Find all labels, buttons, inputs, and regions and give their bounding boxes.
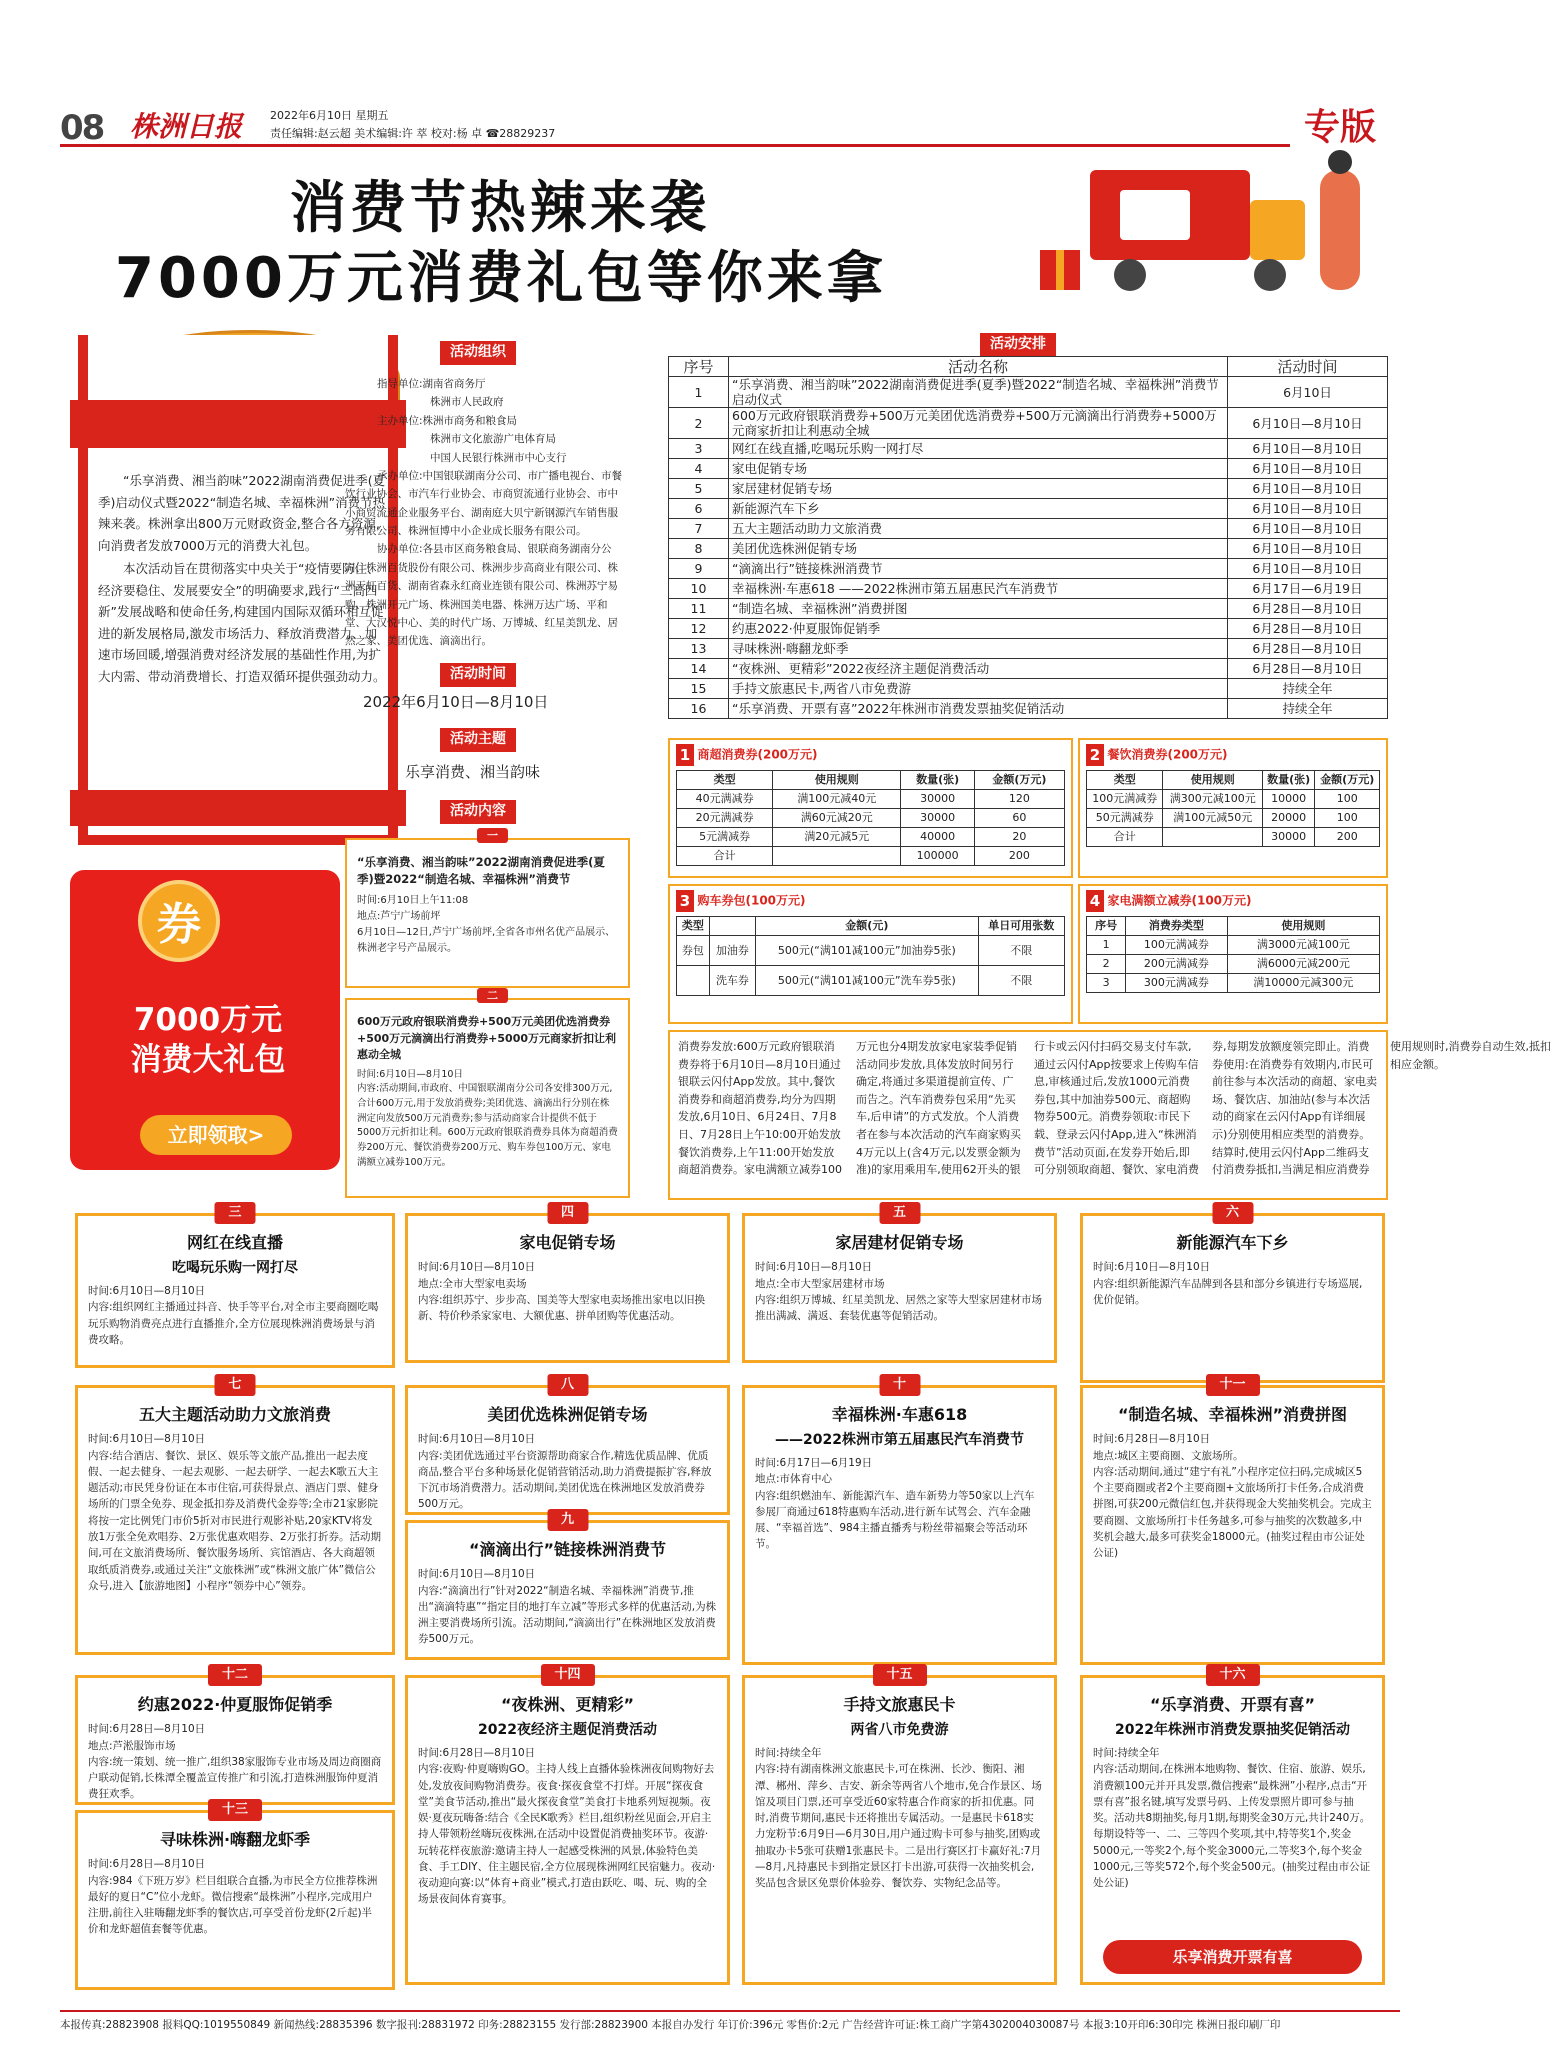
coupon-table-cell: 满3000元减100元 xyxy=(1227,936,1379,955)
panel-title: 购车券包(100万元) xyxy=(697,893,806,908)
truck-shopping-illustration xyxy=(1030,150,1390,330)
coupon-table-row xyxy=(1087,790,1380,809)
activity-card-body: 时间:持续全年 内容:活动期间,在株洲本地购物、餐饮、住宿、旅游、娱乐,消费额100元并开具发票,微信搜索“最株洲”小程序,点击“开票有喜”报名键,填写发票号码、上传发票照片即可参与抽奖。活动共8期抽奖,每月1期,每期奖金30万元,共计240万。每期设特等一、二、三等四个奖项,其中,特等奖1个,奖金5000元,一等奖2个,每个奖金3000元,二等奖3个,每个奖金1000元,三等奖572个,每个奖金500元。(抽奖过程由市公证处公证) xyxy=(1093,1746,1371,1890)
org-label-wrap xyxy=(440,341,516,365)
activity-card-num: 十五 xyxy=(872,1664,926,1686)
content-card-num: 一 xyxy=(477,828,508,843)
activity-card-title: 五大主题活动助力文旅消费 xyxy=(138,1405,331,1424)
theme-label: 活动主题 xyxy=(440,728,516,752)
coupon-table-cell: 300元满减券 xyxy=(1126,974,1228,993)
schedule-cell: 6月28日—8月10日 xyxy=(1228,639,1388,659)
coupon-table-cell: 满100元减50元 xyxy=(1163,809,1262,828)
coupon-table-header: 使用规则 xyxy=(1163,771,1262,790)
coupon-title xyxy=(98,1000,318,1081)
activity-card-subtitle: 2022年株洲市消费发票抽奖促销活动 xyxy=(1115,1722,1350,1739)
activity-card xyxy=(75,1667,395,1805)
schedule-cell: 4 xyxy=(669,459,729,479)
activity-card-body: 时间:6月10日—8月10日 内容:“滴滴出行”针对2022“制造名城、幸福株洲”消费节,推出“滴滴特惠”“指定目的地打车立减”等形式多样的优惠活动,为株洲主要消费场所引流。活动期间,“滴滴出行”在株洲地区发放消费券500万元。 xyxy=(418,1568,717,1646)
coupon-table-cell: 20元满减券 xyxy=(677,809,773,828)
coupon-table-cell: 满300元减100元 xyxy=(1163,790,1262,809)
content-card-1 xyxy=(345,829,630,988)
schedule-row xyxy=(669,579,1388,599)
activity-card-num: 十四 xyxy=(540,1664,594,1686)
coupon-table-cell: 60 xyxy=(974,809,1064,828)
activity-card xyxy=(1080,1667,1385,1985)
schedule-cell: 9 xyxy=(669,559,729,579)
coupon-table-cell: 满20元减5元 xyxy=(773,828,901,847)
coupon-table-header-row xyxy=(677,771,1065,790)
coupon-table-row xyxy=(1087,955,1380,974)
schedule-cell: 6月10日—8月10日 xyxy=(1228,519,1388,539)
activity-card xyxy=(742,1377,1057,1665)
coupon-table-header-row xyxy=(677,917,1065,936)
schedule-cell: 持续全年 xyxy=(1228,679,1388,699)
schedule-row xyxy=(669,439,1388,459)
paper-name: 株洲日报 xyxy=(130,110,243,143)
coupon-table-cell: 2 xyxy=(1087,955,1126,974)
page-number: 08 xyxy=(60,108,104,148)
coupon-table-cell: 5元满减券 xyxy=(677,828,773,847)
coupon-table-row xyxy=(677,828,1065,847)
section-tag: 专版 xyxy=(1290,103,1390,147)
org-undertake: 承办单位:中国银联湖南分公司、市广播电视台、市餐饮行业协会、市汽车行业协会、市商贸流通行业协会、市中小商贸流通企业服务平台、湖南庭大贝宁新钢源汽车销售服务有限公司、株洲恒博中小企业成长服务有限公司。 xyxy=(345,469,623,537)
coupon-table-cell: 200 xyxy=(1315,828,1380,847)
coupon-table-header-row xyxy=(1087,917,1380,936)
coupon-table-cell: 3 xyxy=(1087,974,1126,993)
intro-text xyxy=(98,470,386,689)
activity-card-subtitle: ——2022株洲市第五届惠民汽车消费节 xyxy=(775,1432,1024,1449)
org-guide2: 株洲市人民政府 xyxy=(430,396,504,409)
content-card-title: 600万元政府银联消费券+500万元美团优选消费券+500万元滴滴出行消费券+5000万元商家折扣让利惠动全城 xyxy=(357,1015,617,1061)
schedule-row xyxy=(669,479,1388,499)
coupon-table-header: 金额(万元) xyxy=(1315,771,1380,790)
schedule-cell: 新能源汽车下乡 xyxy=(729,499,1228,519)
schedule-cell: 6月10日—8月10日 xyxy=(1228,479,1388,499)
coupon-table-row xyxy=(1087,974,1380,993)
intro-paragraph: 本次活动旨在贯彻落实中央关于“疫情要防住、经济要稳住、发展要安全”的明确要求,践行“三高四新”发展战略和使命任务,构建国内国际双循环相互促进的新发展格局,激发市场活力、释放消费潜力、加速市场回暖,增强消费对经济发展的基础性作用,为扩大内需、带动消费增长、打造双循环提供强劲动力。 xyxy=(98,561,386,684)
schedule-cell: 幸福株洲·车惠618 ——2022株洲市第五届惠民汽车消费节 xyxy=(729,579,1228,599)
panel-title: 商超消费券(200万元) xyxy=(697,747,818,762)
schedule-row xyxy=(669,639,1388,659)
schedule-cell: 6月10日—8月10日 xyxy=(1228,408,1388,439)
activity-card-title: “滴滴出行”链接株洲消费节 xyxy=(468,1540,667,1559)
schedule-cell: 3 xyxy=(669,439,729,459)
claim-button[interactable]: 立即领取> xyxy=(140,1115,292,1155)
activity-card-body: 时间:6月28日—8月10日 地点:城区主要商圈、文旅场所。 内容:活动期间,通过“建宁有礼”小程序定位扫码,完成城区5个主要商圈或者2个主要商圈+文旅场所打卡任务,合成消费拼图,可获200元微信红包,并获得现金大奖抽奖机会。完成主要商圈、文旅场所打卡任务越多,可参与抽奖的次数越多,中奖机会越大,最多可获奖金18000元。(抽奖过程由市公证处公证) xyxy=(1093,1433,1372,1560)
activity-card-title: “乐享消费、开票有喜” xyxy=(1149,1695,1316,1714)
activity-card-num: 五 xyxy=(879,1202,920,1224)
activity-card-num: 十二 xyxy=(208,1664,262,1686)
coupon-table-cell: 加油券 xyxy=(709,936,755,966)
editors-line: 责任编辑:赵云超 美术编辑:许 萃 校对:杨 卓 ☎28829237 xyxy=(270,127,556,140)
schedule-cell: 6月28日—8月10日 xyxy=(1228,659,1388,679)
headline-line1: 消费节热辣来袭 xyxy=(290,176,710,241)
activity-card xyxy=(405,1377,730,1515)
coupon-table-1 xyxy=(668,738,1073,878)
schedule-cell: “滴滴出行”链接株洲消费节 xyxy=(729,559,1228,579)
coupon-table-row xyxy=(1087,936,1380,955)
schedule-row xyxy=(669,459,1388,479)
coupon-table-header-row xyxy=(1087,771,1380,790)
intro-paragraph: “乐享消费、湘当韵味”2022湖南消费促进季(夏季)启动仪式暨2022“制造名城、幸福株洲”消费节热辣来袭。株洲拿出800万元财政资金,整合各方资源,向消费者发放7000万元的消费大礼包。 xyxy=(98,473,386,553)
coupon-table-cell: 100元满减券 xyxy=(1126,936,1228,955)
content-label: 活动内容 xyxy=(440,800,516,824)
schedule-cell: 家电促销专场 xyxy=(729,459,1228,479)
activity-card xyxy=(1080,1377,1385,1665)
coupon-table-row xyxy=(677,936,1065,966)
schedule-cell: 持续全年 xyxy=(1228,699,1388,719)
coupon-table-cell: 满6000元减200元 xyxy=(1227,955,1379,974)
schedule-cell: 8 xyxy=(669,539,729,559)
coupon-table-cell: 100 xyxy=(1315,790,1380,809)
content-card-body: 时间:6月10日—8月10日 内容:活动期间,市政府、中国银联湖南分公司各安排300万元,合计600万元,用于发放消费券;美团优选、滴滴出行分别在株洲定向发放500万元消费券;参与活动商家合计提供不低于5000万元折扣让利。600万元政府银联消费券具体为商超消费券200万元、餐饮消费券200万元、购车券包100万元、家电满额立减券100万元。 xyxy=(357,1068,618,1168)
content-card-body: 时间:6月10日上午11:08 地点:芦宁广场前坪 6月10日—12日,芦宁广场前坪,全省各市州名优产品展示、株洲老字号产品展示。 xyxy=(357,894,616,954)
coupon-table-cell: 券包 xyxy=(677,936,710,966)
activity-card-num: 六 xyxy=(1212,1202,1253,1224)
schedule-cell: 6月10日—8月10日 xyxy=(1228,439,1388,459)
panel-title: 家电满额立减券(100万元) xyxy=(1107,893,1252,908)
activity-card-title: 寻味株洲·嗨翻龙虾季 xyxy=(159,1830,311,1849)
schedule-cell: 13 xyxy=(669,639,729,659)
schedule-row xyxy=(669,619,1388,639)
coupon-table-header: 类型 xyxy=(677,771,773,790)
coupon-table-cell: 20000 xyxy=(1262,809,1315,828)
schedule-header: 序号 xyxy=(669,357,729,377)
activity-card xyxy=(405,1205,730,1363)
schedule-cell: 寻味株洲·嗨翻龙虾季 xyxy=(729,639,1228,659)
time-label: 活动时间 xyxy=(440,663,516,687)
coupon-table-header: 数量(张) xyxy=(1262,771,1315,790)
schedule-cell: 手持文旅惠民卡,两省八市免费游 xyxy=(729,679,1228,699)
coupon-table-cell: 500元(“满101减100元”洗车券5张) xyxy=(756,966,979,996)
activity-card-num: 十 xyxy=(879,1374,920,1396)
schedule-cell: 6月28日—8月10日 xyxy=(1228,619,1388,639)
activity-card-title: 家电促销专场 xyxy=(519,1233,616,1252)
coupon-table-header: 类型 xyxy=(677,917,710,936)
coupon-table-cell: 100000 xyxy=(901,847,974,866)
schedule-cell: 14 xyxy=(669,659,729,679)
invoice-banner: 乐享消费开票有喜 xyxy=(1103,1940,1362,1974)
activity-card-body: 时间:6月10日—8月10日 地点:全市大型家居建材市场 内容:组织万博城、红星美凯龙、居然之家等大型家居建材市场推出满减、满返、套装优惠等促销活动。 xyxy=(755,1261,1043,1323)
activity-card-body: 时间:6月10日—8月10日 内容:组织网红主播通过抖音、快手等平台,对全市主要商圈吃喝玩乐购物消费亮点进行直播推介,全方位展现株洲消费场景与消费攻略。 xyxy=(88,1284,379,1346)
panel-num: 1 xyxy=(676,744,694,766)
activity-card xyxy=(1080,1205,1385,1383)
activity-card-body: 时间:6月28日—8月10日 地点:芦淞服饰市场 内容:统一策划、统一推广,组织38家服饰专业市场及周边商圈商户联动促销,长株潭全覆盖宣传推广和引流,打造株洲服饰仲夏消费狂欢季。 xyxy=(88,1723,382,1801)
coupon-table-2 xyxy=(1078,738,1388,878)
org-host2: 株洲市文化旅游广电体育局 xyxy=(430,433,556,446)
coupon-table-header: 消费券类型 xyxy=(1126,917,1228,936)
activity-card xyxy=(75,1802,395,1990)
schedule-table xyxy=(668,356,1388,719)
activity-card-num: 十六 xyxy=(1205,1664,1259,1686)
coupon-table-4 xyxy=(1078,884,1388,1024)
schedule-cell: 16 xyxy=(669,699,729,719)
schedule-row xyxy=(669,519,1388,539)
coupon-table-header xyxy=(709,917,755,936)
coupon-table-header: 使用规则 xyxy=(773,771,901,790)
coupon-table-cell xyxy=(773,847,901,866)
coupon-table-cell: 200元满减券 xyxy=(1126,955,1228,974)
activity-card xyxy=(742,1667,1057,1985)
org-guide: 指导单位:湖南省商务厅 xyxy=(377,378,486,390)
activity-card-title: 幸福株洲·车惠618 xyxy=(831,1405,968,1424)
coupon-table-cell: 40元满减券 xyxy=(677,790,773,809)
schedule-cell: 6月10日 xyxy=(1228,377,1388,408)
coupon-title-line1: 7000万元 xyxy=(133,1002,283,1038)
activity-card-num: 七 xyxy=(214,1374,255,1396)
activity-card-title: “制造名城、幸福株洲”消费拼图 xyxy=(1117,1405,1348,1424)
schedule-header: 活动时间 xyxy=(1228,357,1388,377)
activity-card-body: 时间:6月17日—6月19日 地点:市体育中心 内容:组织燃油车、新能源汽车、造车新势力等50家以上汽车参展厂商通过618特惠购车活动,进行新车试驾会、汽车金融展、“幸福首选”、984主播直播秀与粉丝带福聚会等活动环节。 xyxy=(755,1456,1035,1551)
schedule-cell: 600万元政府银联消费券+500万元美团优选消费券+500万元滴滴出行消费券+5000万元商家折扣让利惠动全城 xyxy=(729,408,1228,439)
org-host3: 中国人民银行株洲市中心支行 xyxy=(430,451,567,464)
schedule-cell: 15 xyxy=(669,679,729,699)
activity-card-num: 八 xyxy=(547,1374,588,1396)
coupon-table-cell xyxy=(1163,828,1262,847)
coupon-table-cell: 不限 xyxy=(978,936,1064,966)
panel-title: 餐饮消费券(200万元) xyxy=(1107,747,1228,762)
schedule-row xyxy=(669,659,1388,679)
coupon-table-cell: 20 xyxy=(974,828,1064,847)
org-host: 主办单位:株洲市商务和粮食局 xyxy=(377,414,518,427)
gift-ribbon xyxy=(70,790,406,826)
schedule-cell: 1 xyxy=(669,377,729,408)
coupon-table-cell: 满10000元减300元 xyxy=(1227,974,1379,993)
activity-card-title: 新能源汽车下乡 xyxy=(1176,1233,1289,1252)
schedule-cell: 5 xyxy=(669,479,729,499)
activity-card xyxy=(75,1377,395,1655)
activity-card-title: 手持文旅惠民卡 xyxy=(843,1695,956,1714)
coupon-title-line2: 消费大礼包 xyxy=(130,1042,286,1079)
theme-value: 乐享消费、湘当韵味 xyxy=(405,763,541,781)
activity-card-num: 十三 xyxy=(208,1799,262,1821)
coupon-table-header: 金额(万元) xyxy=(974,771,1064,790)
schedule-cell: 6月10日—8月10日 xyxy=(1228,459,1388,479)
schedule-cell: 6 xyxy=(669,499,729,519)
coupon-badge-icon: 券 xyxy=(138,880,220,962)
activity-card-body: 时间:持续全年 内容:持有湖南株洲文旅惠民卡,可在株洲、长沙、衡阳、湘潭、郴州、萍乡、吉安、新余等两省八个地市,免合作景区、场馆及项目门票,还可享受近60家特惠合作商家的折扣优惠。同时,消费节期间,惠民卡还将推出专属活动。一是惠民卡618实力宠粉节:6月9日—6月30日,用户通过购卡可参与抽奖,团购或抽取办卡5张可获赠1张惠民卡。二是出行赛区打卡赢好礼:7月—8月,凡持惠民卡到指定景区打卡出游,可获得一次抽奖机会,奖品包含景区免票价体验券、餐饮券、实物纪念品等。 xyxy=(755,1746,1042,1890)
activity-card-title: 美团优选株洲促销专场 xyxy=(487,1405,648,1424)
schedule-cell: 美团优选株洲促销专场 xyxy=(729,539,1228,559)
schedule-row xyxy=(669,699,1388,719)
coupon-table-cell: 10000 xyxy=(1262,790,1315,809)
activity-card-subtitle: 2022夜经济主题促消费活动 xyxy=(478,1722,657,1739)
schedule-header-row xyxy=(669,357,1388,377)
schedule-cell: “夜株洲、更精彩”2022夜经济主题促消费活动 xyxy=(729,659,1228,679)
panel-num: 3 xyxy=(676,890,694,912)
coupon-table-cell xyxy=(677,966,710,996)
coupon-table-cell: 200 xyxy=(974,847,1064,866)
time-value: 2022年6月10日—8月10日 xyxy=(363,693,549,711)
schedule-cell: 约惠2022·仲夏服饰促销季 xyxy=(729,619,1228,639)
activity-card xyxy=(742,1205,1057,1363)
activity-card-num: 三 xyxy=(214,1202,255,1224)
schedule-cell: 6月10日—8月10日 xyxy=(1228,559,1388,579)
coupon-table-header: 序号 xyxy=(1087,917,1126,936)
coupon-table-cell: 合计 xyxy=(1087,828,1163,847)
coupon-table-3 xyxy=(668,884,1073,1024)
schedule-cell: 10 xyxy=(669,579,729,599)
coupon-table-row xyxy=(677,847,1065,866)
org-label: 活动组织 xyxy=(440,341,516,365)
activity-card-title: “夜株洲、更精彩” xyxy=(500,1695,635,1714)
headline-line2: 7000万元消费礼包等你来拿 xyxy=(115,246,887,311)
activity-card-title: 网红在线直播 xyxy=(186,1233,283,1252)
coupon-notes: 消费券发放:600万元政府银联消费券将于6月10日—8月10日通过银联云闪付App发放。其中,餐饮消费券和商超消费券,均分为四期发放,6月10日、6月24日、7月8日、7月28日上午10:00开始发放餐饮消费券,上午11:00开始发放商超消费券。家电满额立减券100万元也分4期发放家电家装季促销活动同步发放,具体发放时间另行确定,将通过多渠道提前宣传、广而告之。汽车消费券包采用“先买车,后申请”的方式发放。个人消费者在参与本次活动的汽车商家购买4万元以上(含4万元,以发票金额为准)的家用乘用车,使用62开头的银行卡或云闪付扫码交易支付车款,通过云闪付App按要求上传购车信息,审核通过后,发放1000元消费券包,其中加油券500元、商超购物券500元。消费券领取:市民下载、登录云闪付App,进入“株洲消费节”活动页面,在发券开始后,即可分别领取商超、餐饮、家电消费券,每期发放额度领完即止。消费券使用:在消费券有效期内,市民可前往参与本次活动的商超、家电卖场、餐饮店、加油站(参与本次活动的商家在云闪付App有详细展示)分别使用相应类型的消费券。结算时,使用云闪付App二维码支付消费券抵扣,当满足相应消费券使用规则时,消费券自动生效,抵扣相应金额。 xyxy=(668,1030,1388,1200)
schedule-cell: 6月28日—8月10日 xyxy=(1228,599,1388,619)
coupon-table-cell: 100 xyxy=(1315,809,1380,828)
coupon-table-cell: 30000 xyxy=(1262,828,1315,847)
org-assist: 协办单位:各县市区商务粮食局、银联商务湖南分公司、株洲百货股份有限公司、株洲步步高商业有限公司、株洲天虹百货、湖南省森永红商业连锁有限公司、株洲苏宁易购、株洲开元广场、株洲国美电器、株洲万达广场、平和堂、大汉悦中心、美的时代广场、万博城、红星美凯龙、居然之家、美团优选、滴滴出行。 xyxy=(345,543,618,648)
schedule-cell: “乐享消费、开票有喜”2022年株洲市消费发票抽奖促销活动 xyxy=(729,699,1228,719)
schedule-row xyxy=(669,559,1388,579)
activity-card-body: 时间:6月10日—8月10日 内容:组织新能源汽车品牌到各县和部分乡镇进行专场巡展,优价促销。 xyxy=(1093,1261,1363,1306)
coupon-table-cell: 30000 xyxy=(901,790,974,809)
org-block xyxy=(345,375,625,651)
activity-card-subtitle: 两省八市免费游 xyxy=(850,1722,949,1739)
activity-card-body: 时间:6月10日—8月10日 内容:美团优选通过平台资源帮助商家合作,精选优质品牌、优质商品,整合平台多种场景化促销营销活动,助力消费提振扩容,释放下沉市场消费潜力。活动期间,美团优选在株洲地区发放消费券500万元。 xyxy=(418,1433,712,1511)
activity-card-title: 家居建材促销专场 xyxy=(835,1233,964,1252)
coupon-table-cell: 120 xyxy=(974,790,1064,809)
schedule-cell: 五大主题活动助力文旅消费 xyxy=(729,519,1228,539)
date-line: 2022年6月10日 星期五 xyxy=(270,109,389,122)
footer: 本报传真:28823908 报料QQ:1019550849 新闻热线:28835396 数字报刊:28831972 印务:28823155 发行部:28823900 本报自办发行 年订价:396元 零售价:2元 广告经营许可证:株工商广字第4302004030087号 本报3:10开印6:30印完 株洲日报印刷厂印 xyxy=(60,2010,1400,2033)
schedule-header: 活动名称 xyxy=(729,357,1228,377)
activity-card xyxy=(75,1205,395,1368)
activity-card-num: 九 xyxy=(547,1509,588,1531)
schedule-cell: 2 xyxy=(669,408,729,439)
coupon-table-cell: 1 xyxy=(1087,936,1126,955)
activity-card-body: 时间:6月28日—8月10日 内容:夜购·仲夏嗨购GO。主持人线上直播体验株洲夜间购物好去处,发放夜间购物消费券。夜食·探夜食堂不打烊。开展“探夜食堂”美食节活动,推出“最火探夜食堂”美食打卡地系列短视频。夜娱·夏夜玩嗨备:结合《全民K歌秀》栏目,组织粉丝见面会,开启主持人带领粉丝嗨玩夜株洲,在活动中设置促消费抽奖环节。夜游·玩转花样夜旅游:邀请主持人一起感受株洲的风景,体验特色美食、手工DIY、住主题民宿,全方位展现株洲网红民宿魅力。夜动·夜动迎向赛:以“体育+商业”模式,打造由跃吃、喝、玩、购的全场景夜间体育赛事。 xyxy=(418,1746,716,1906)
schedule-cell: 11 xyxy=(669,599,729,619)
schedule-cell: 7 xyxy=(669,519,729,539)
coupon-table-cell: 50元满减券 xyxy=(1087,809,1163,828)
coupon-table-cell: 不限 xyxy=(978,966,1064,996)
coupon-table-cell: 500元(“满101减100元”加油券5张) xyxy=(756,936,979,966)
schedule-cell: 6月10日—8月10日 xyxy=(1228,499,1388,519)
schedule-row xyxy=(669,599,1388,619)
activity-card-title: 约惠2022·仲夏服饰促销季 xyxy=(137,1695,333,1714)
panel-num: 4 xyxy=(1086,890,1104,912)
schedule-cell: 网红在线直播,吃喝玩乐购一网打尽 xyxy=(729,439,1228,459)
activity-card xyxy=(405,1512,730,1660)
schedule-row xyxy=(669,499,1388,519)
content-card-2 xyxy=(345,989,630,1198)
coupon-table-row xyxy=(677,966,1065,996)
coupon-table-row xyxy=(1087,809,1380,828)
schedule-cell: 6月17日—6月19日 xyxy=(1228,579,1388,599)
schedule-cell: “制造名城、幸福株洲”消费拼图 xyxy=(729,599,1228,619)
schedule-label: 活动安排 xyxy=(980,333,1056,357)
coupon-table-header: 类型 xyxy=(1087,771,1163,790)
coupon-table-cell: 合计 xyxy=(677,847,773,866)
activity-card-body: 时间:6月28日—8月10日 内容:984《下班万岁》栏目组联合直播,为市民全方位推荐株洲最好的夏日“C”位小龙虾。微信搜索“最株洲”小程序,完成用户注册,前往入驻嗨翻龙虾季的餐饮店,可享受首份龙虾(2斤起)半价和龙虾超值套餐等优惠。 xyxy=(88,1858,378,1936)
coupon-table-row xyxy=(1087,828,1380,847)
coupon-table-header: 单日可用张数 xyxy=(978,917,1064,936)
coupon-table-cell: 100元满减券 xyxy=(1087,790,1163,809)
content-card-title: “乐享消费、湘当韵味”2022湖南消费促进季(夏季)暨2022“制造名城、幸福株洲”消费节 xyxy=(357,855,605,887)
coupon-table-cell: 40000 xyxy=(901,828,974,847)
schedule-cell: 6月10日—8月10日 xyxy=(1228,539,1388,559)
coupon-table-header: 数量(张) xyxy=(901,771,974,790)
activity-card-body: 时间:6月10日—8月10日 内容:结合酒店、餐饮、景区、娱乐等文旅产品,推出一起去度假、一起去健身、一起去观影、一起去研学、一起去K歌五大主题活动;市民凭身份证在本市住宿,可获得景点、酒店门票、健身场所的门票全免券、现金抵扣券及消费代金券等;全市21家影院将按一定比例凭门市价5折对市民进行观影补贴,20家KTV将发放1万张全免欢唱券、2万张优惠欢唱券、2万张打折券。活动期间,可在文旅消费场所、餐饮服务场所、宾馆酒店、各大商超领取纸质消费券,或通过关注“文旅株洲”或“株洲文旅广体”微信公众号,进入【旅游地图】小程序“领券中心”领券。 xyxy=(88,1433,382,1592)
schedule-row xyxy=(669,377,1388,408)
coupon-table-cell: 洗车券 xyxy=(709,966,755,996)
coupon-table-cell: 满60元减20元 xyxy=(773,809,901,828)
activity-card-num: 四 xyxy=(547,1202,588,1224)
schedule-cell: 12 xyxy=(669,619,729,639)
masthead xyxy=(60,105,1390,147)
panel-num: 2 xyxy=(1086,744,1104,766)
schedule-row xyxy=(669,539,1388,559)
activity-card-body: 时间:6月10日—8月10日 地点:全市大型家电卖场 内容:组织苏宁、步步高、国美等大型家电卖场推出家电以旧换新、特价秒杀家家电、大额优惠、拼单团购等优惠活动。 xyxy=(418,1261,706,1323)
coupon-table-header: 金额(元) xyxy=(756,917,979,936)
schedule-row xyxy=(669,408,1388,439)
schedule-cell: “乐享消费、湘当韵味”2022湖南消费促进季(夏季)暨2022“制造名城、幸福株洲”消费节启动仪式 xyxy=(729,377,1228,408)
activity-card xyxy=(405,1667,730,1985)
coupon-table-cell: 满100元减40元 xyxy=(773,790,901,809)
schedule-cell: 家居建材促销专场 xyxy=(729,479,1228,499)
coupon-table-header: 使用规则 xyxy=(1227,917,1379,936)
activity-card-subtitle: 吃喝玩乐购一网打尽 xyxy=(172,1260,298,1277)
coupon-table-row xyxy=(677,790,1065,809)
content-card-num: 二 xyxy=(477,988,508,1003)
coupon-table-row xyxy=(677,809,1065,828)
schedule-row xyxy=(669,679,1388,699)
activity-card-num: 十一 xyxy=(1205,1374,1259,1396)
coupon-table-cell: 30000 xyxy=(901,809,974,828)
